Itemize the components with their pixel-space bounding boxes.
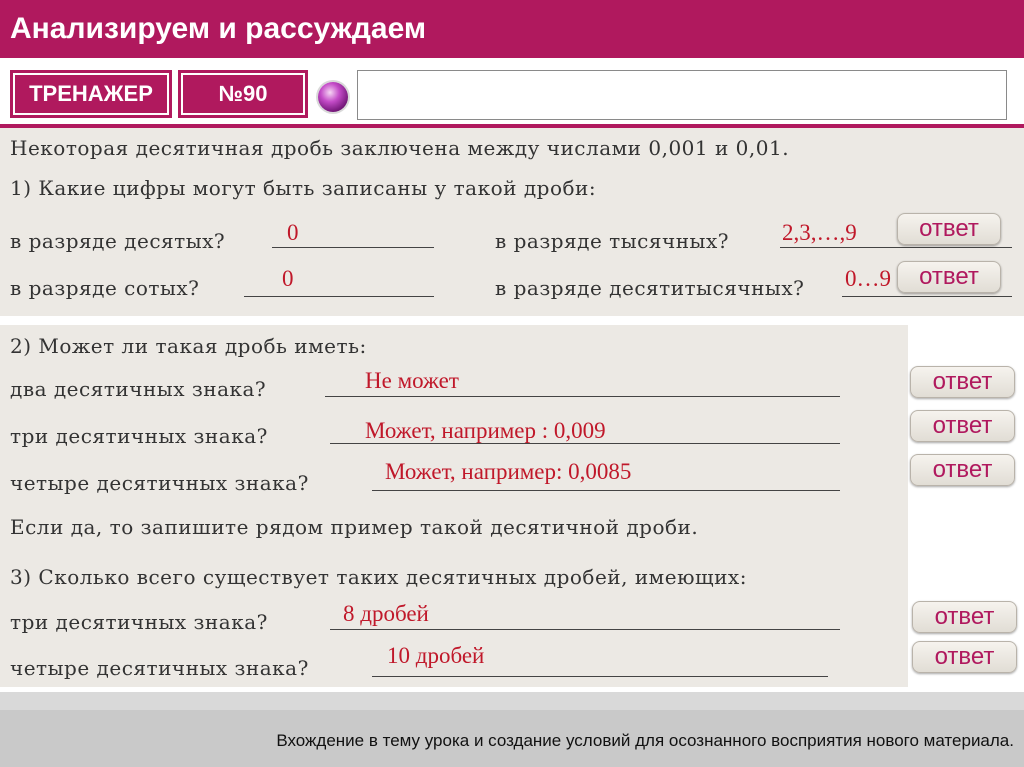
count-three-digits-label: три десятичных знака? [10,610,268,634]
four-digits-blank-line [372,490,840,491]
part2-question: 2) Может ли такая дробь иметь: [10,334,367,358]
part1-question: 1) Какие цифры могут быть записаны у такой дроби: [10,176,597,200]
thousandths-answer: 2,3,…,9 [782,220,857,245]
page-title: Анализируем и рассуждаем [10,12,427,45]
orb-button-icon[interactable] [318,82,348,112]
hundredths-answer: 0 [282,266,294,291]
footer-bar [0,692,1024,767]
thousandths-label: в разряде тысячных? [495,229,729,253]
three-digits-answer: Может, например : 0,009 [365,418,606,443]
trainer-tab[interactable]: ТРЕНАЖЕР [10,70,172,118]
ten-thousandths-label: в разряде десятитысячных? [495,276,805,300]
tenths-label: в разряде десятых? [10,229,226,253]
ten-thousandths-answer: 0…9 [845,266,891,291]
answer-button-two-digits[interactable]: ответ [910,366,1015,398]
count-three-digits-blank-line [330,629,840,630]
answer-button-four-digits[interactable]: ответ [910,454,1015,486]
answer-button-thousandths[interactable]: ответ [897,213,1001,245]
answer-button-count-four[interactable]: ответ [912,641,1017,673]
tenths-answer: 0 [287,220,299,245]
thousandths-blank-line [780,247,1012,248]
hundredths-label: в разряде сотых? [10,276,200,300]
answer-button-ten-thousandths[interactable]: ответ [897,261,1001,293]
footer-caption: Вхождение в тему урока и создание условий для осознанного восприятия нового материала. [276,731,1014,750]
hundredths-blank-line [244,296,434,297]
count-four-digits-answer: 10 дробей [387,643,485,668]
answer-button-count-three[interactable]: ответ [912,601,1017,633]
three-digits-label: три десятичных знака? [10,424,268,448]
header-bar [0,0,1024,58]
part3-question: 3) Сколько всего существует таких десятичных дробей, имеющих: [10,565,747,589]
two-digits-blank-line [325,396,840,397]
two-digits-label: два десятичных знака? [10,377,267,401]
four-digits-answer: Может, например: 0,0085 [385,459,632,484]
tenths-blank-line [272,247,434,248]
task-intro: Некоторая десятичная дробь заключена между числами 0,001 и 0,01. [10,136,790,160]
part2-note: Если да, то запишите рядом пример такой десятичной дроби. [10,515,699,539]
exercise-number-tab[interactable]: №90 [178,70,308,118]
count-four-digits-label: четыре десятичных знака? [10,656,309,680]
four-digits-label: четыре десятичных знака? [10,471,309,495]
count-three-digits-answer: 8 дробей [343,601,429,626]
count-four-digits-blank-line [372,676,828,677]
two-digits-answer: Не может [365,368,459,393]
ten-thousandths-blank-line [842,296,1012,297]
answer-button-three-digits[interactable]: ответ [910,410,1015,442]
answer-display-field[interactable] [357,70,1007,120]
